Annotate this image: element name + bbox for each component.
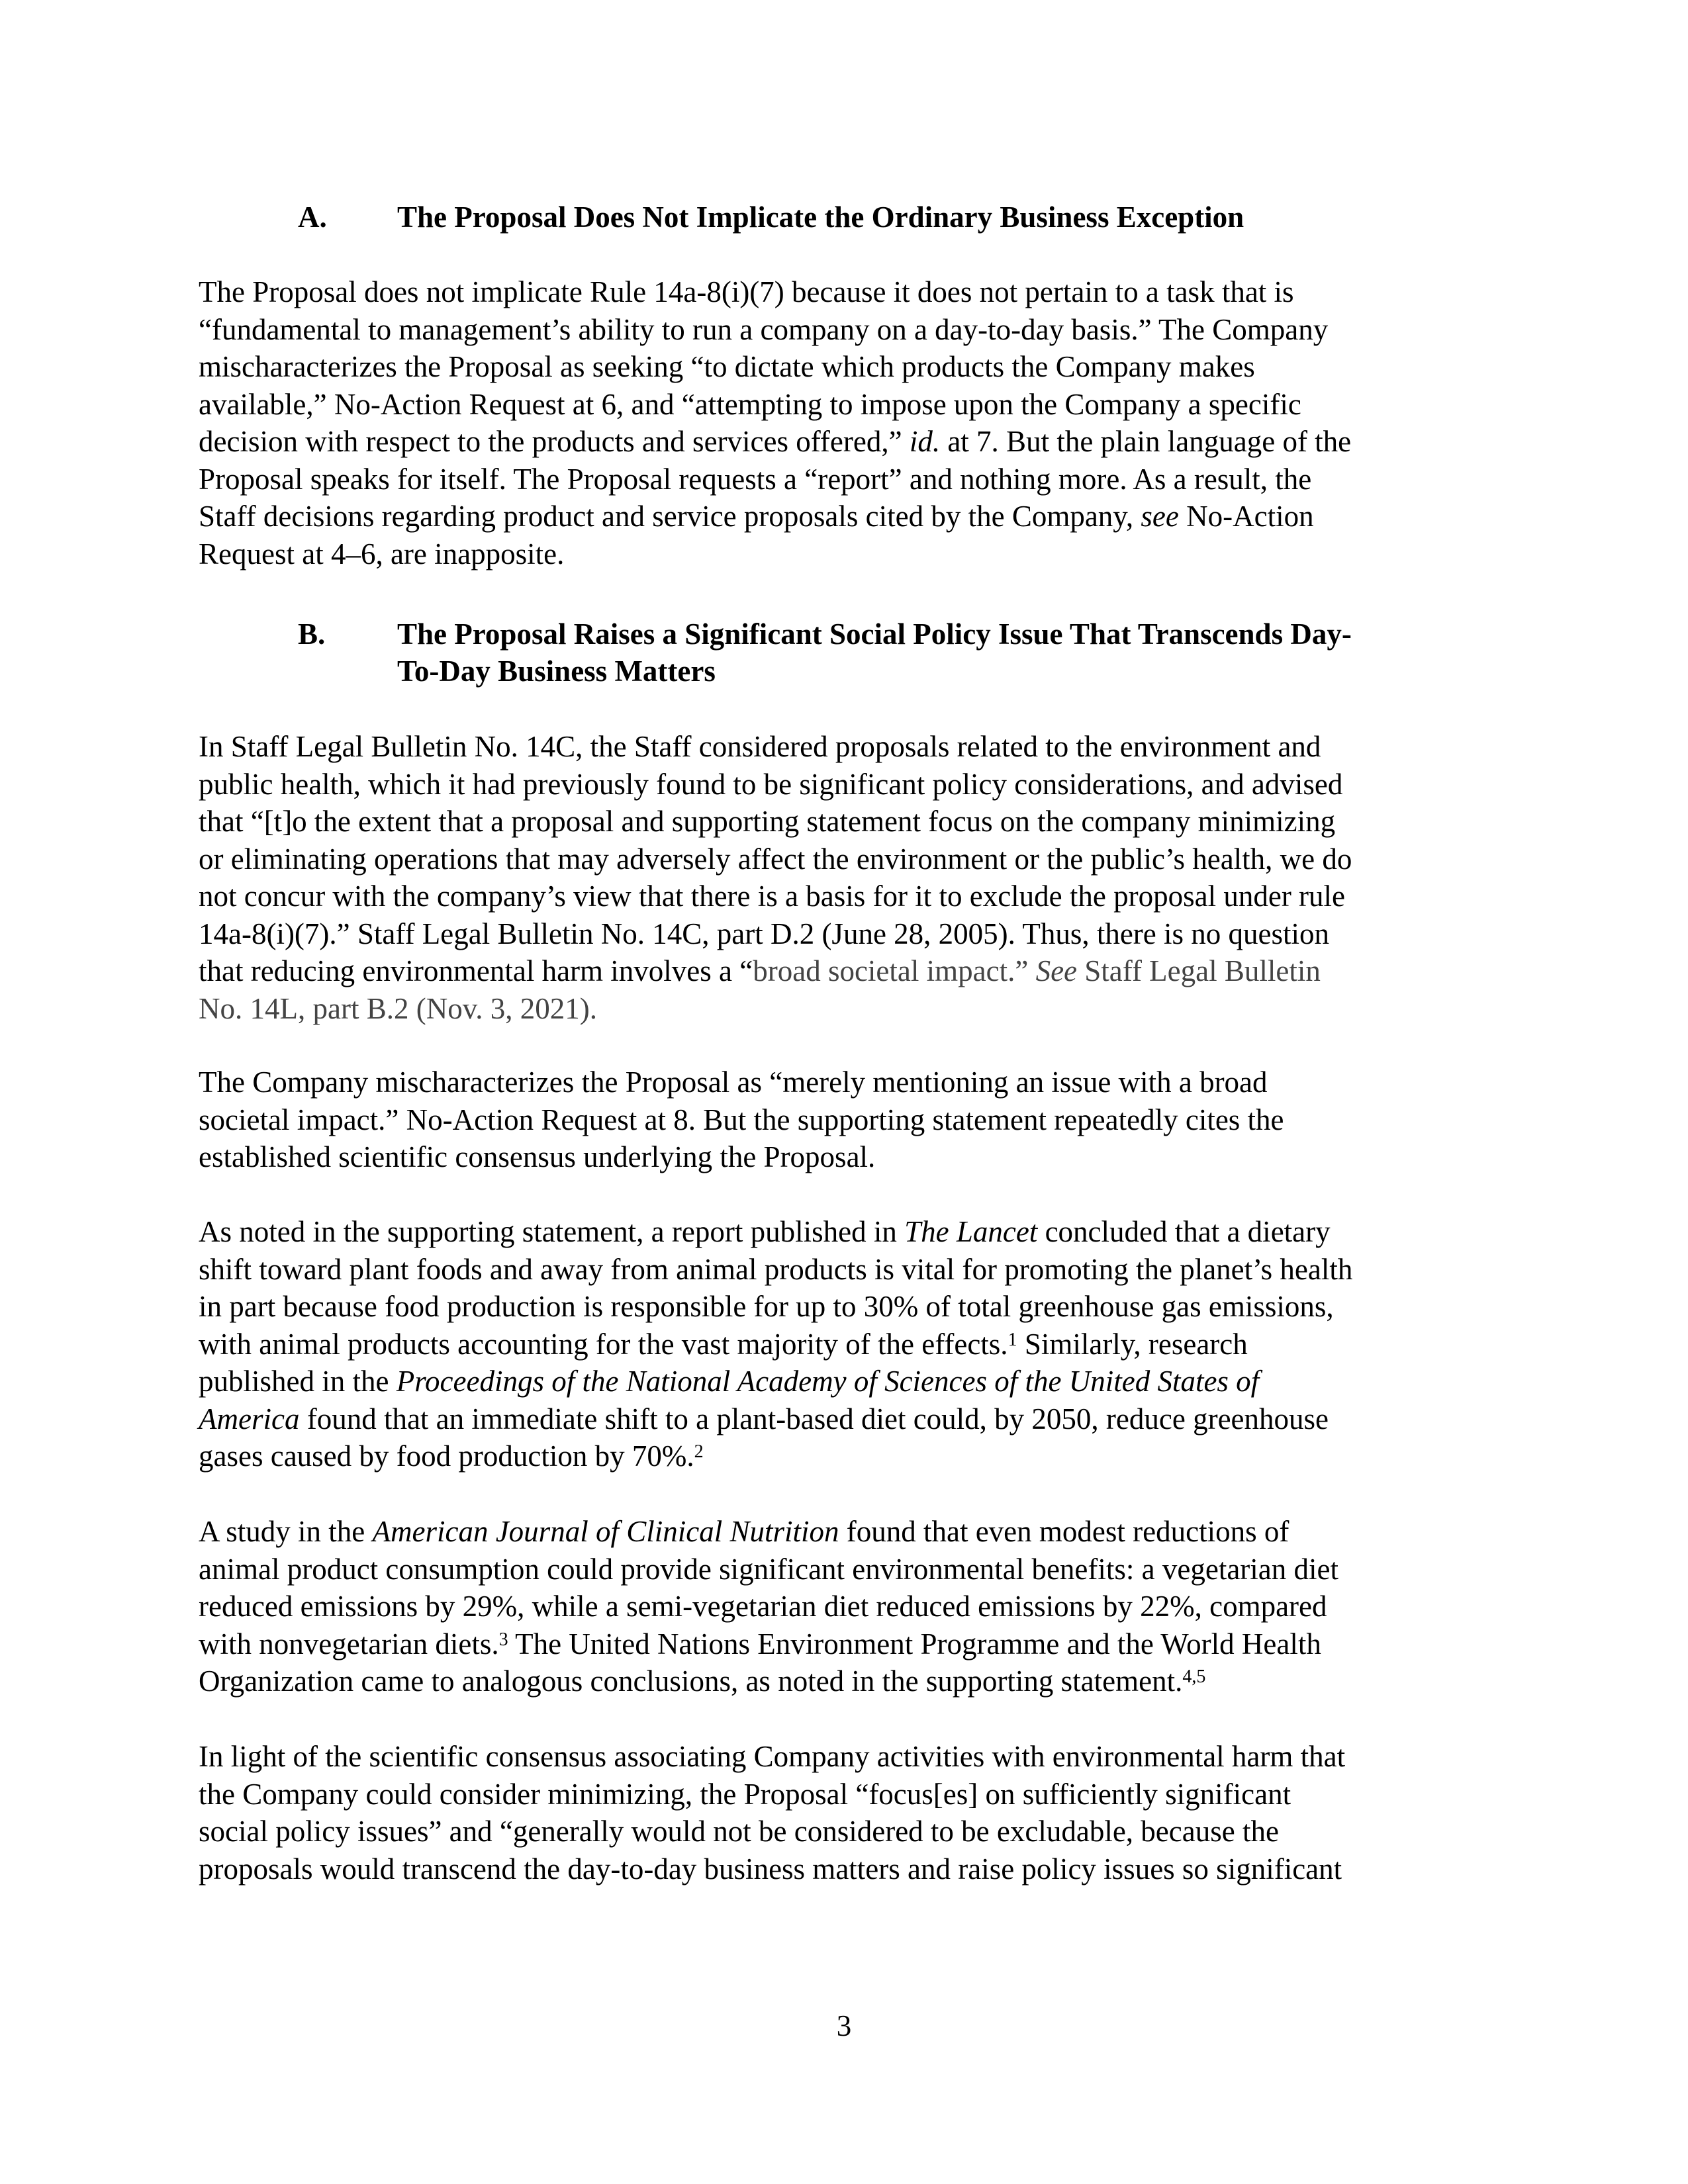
text-line: Request at 4–6, are inapposite. [199,537,565,570]
text-line: the Company could consider minimizing, the Proposal “focus[es] on sufficiently significant [199,1777,1291,1811]
text-line: established scientific consensus underlying the Proposal. [199,1140,876,1173]
text-line: or eliminating operations that may adversely affect the environment or the public’s health, we do [199,842,1352,876]
text-line: decision with respect to the products and services offered,” id. at 7. But the plain language of the [199,425,1352,458]
text-line: In light of the scientific consensus associating Company activities with environmental harm that [199,1740,1346,1773]
paragraph-ordinary-business [199,273,1489,572]
text-line: with animal products accounting for the vast majority of the effects.$^1$ Similarly, research [199,1327,1248,1361]
text-line: with nonvegetarian diets.$^3$ The United Nations Environment Programme and the World Health [199,1627,1321,1661]
footnote-ref: 4,5 [1182,1666,1206,1687]
text-line: Staff decisions regarding product and service proposals cited by the Company, see No-Action [199,500,1314,533]
text-line: 14a-8(i)(7).” Staff Legal Bulletin No. 14C, part D.2 (June 28, 2005). Thus, there is no question [199,917,1330,950]
section-b-title: The Proposal Raises a Significant Social Policy Issue That Transcends Day- To-Day Business Matters [397,617,1352,688]
text-line: “fundamental to management’s ability to run a company on a day-to-day basis.” The Company [199,312,1329,346]
text-line: not concur with the company’s view that there is a basis for it to exclude the proposal under rule [199,880,1346,913]
text-line: animal product consumption could provide significant environmental benefits: a vegetarian diet [199,1552,1338,1586]
text-line: Organization came to analogous conclusions, as noted in the supporting statement.$^{4,5}$ [199,1664,1206,1698]
paragraph-scientific-consensus [199,1738,1489,1888]
text-line: shift toward plant foods and away from animal products is vital for promoting the planet’s health [199,1252,1353,1286]
text-line: A study in the American Journal of Clinical Nutrition found that even modest reductions of [199,1515,1289,1548]
text-line: published in the Proceedings of the National Academy of Sciences of the United States of [199,1365,1260,1398]
text-line: No. 14L, part B.2 (Nov. 3, 2021). [199,991,598,1025]
text-line: societal impact.” No-Action Request at 8. But the supporting statement repeatedly cites the [199,1103,1284,1136]
text-line: America found that an immediate shift to a plant-based diet could, by 2050, reduce greenhouse [199,1402,1329,1435]
text-line: In Staff Legal Bulletin No. 14C, the Staff considered proposals related to the environment and [199,730,1321,763]
text-line: Proposal speaks for itself. The Proposal requests a “report” and nothing more. As a result, the [199,462,1312,496]
paragraph-clinical-nutrition [199,1513,1489,1700]
paragraph-lancet [199,1213,1489,1475]
section-a-title: The Proposal Does Not Implicate the Ordinary Business Exception [397,201,1244,234]
text-line: The Proposal does not implicate Rule 14a-8(i)(7) because it does not pertain to a task that is [199,275,1294,308]
text-line: available,” No-Action Request at 6, and “attempting to impose upon the Company a specific [199,387,1301,421]
footnote-ref: 1 [1008,1329,1017,1350]
text-line: that reducing environmental harm involves a “broad societal impact.” See Staff Legal Bulletin [199,954,1321,987]
section-a-letter: A. [298,201,327,234]
text-line: mischaracterizes the Proposal as seeking “to dictate which products the Company makes [199,350,1255,383]
text-line: The Company mischaracterizes the Proposal as “merely mentioning an issue with a broad [199,1066,1268,1099]
paragraph-staff-legal-bulletin [199,728,1489,1027]
footnote-ref: 3 [498,1629,508,1650]
text-line: in part because food production is responsible for up to 30% of total greenhouse gas emissions, [199,1290,1334,1323]
text-line: gases caused by food production by 70%.$^2$ [199,1439,704,1473]
text-line: proposals would transcend the day-to-day business matters and raise policy issues so significant [199,1852,1342,1886]
text-line: reduced emissions by 29%, while a semi-vegetarian diet reduced emissions by 22%, compared [199,1590,1327,1623]
page-number: 3 [836,2009,852,2042]
footnote-ref: 2 [694,1441,704,1462]
text-line: social policy issues” and “generally would not be considered to be excludable, because the [199,1815,1279,1848]
text-line: As noted in the supporting statement, a report published in The Lancet concluded that a dietary [199,1215,1331,1248]
text-line: that “[t]o the extent that a proposal and supporting statement focus on the company minimizing [199,805,1336,838]
paragraph-mischaracterization [199,1064,1489,1176]
section-b-letter: B. [298,617,326,651]
text-line: public health, which it had previously found to be significant policy considerations, and advised [199,767,1343,801]
